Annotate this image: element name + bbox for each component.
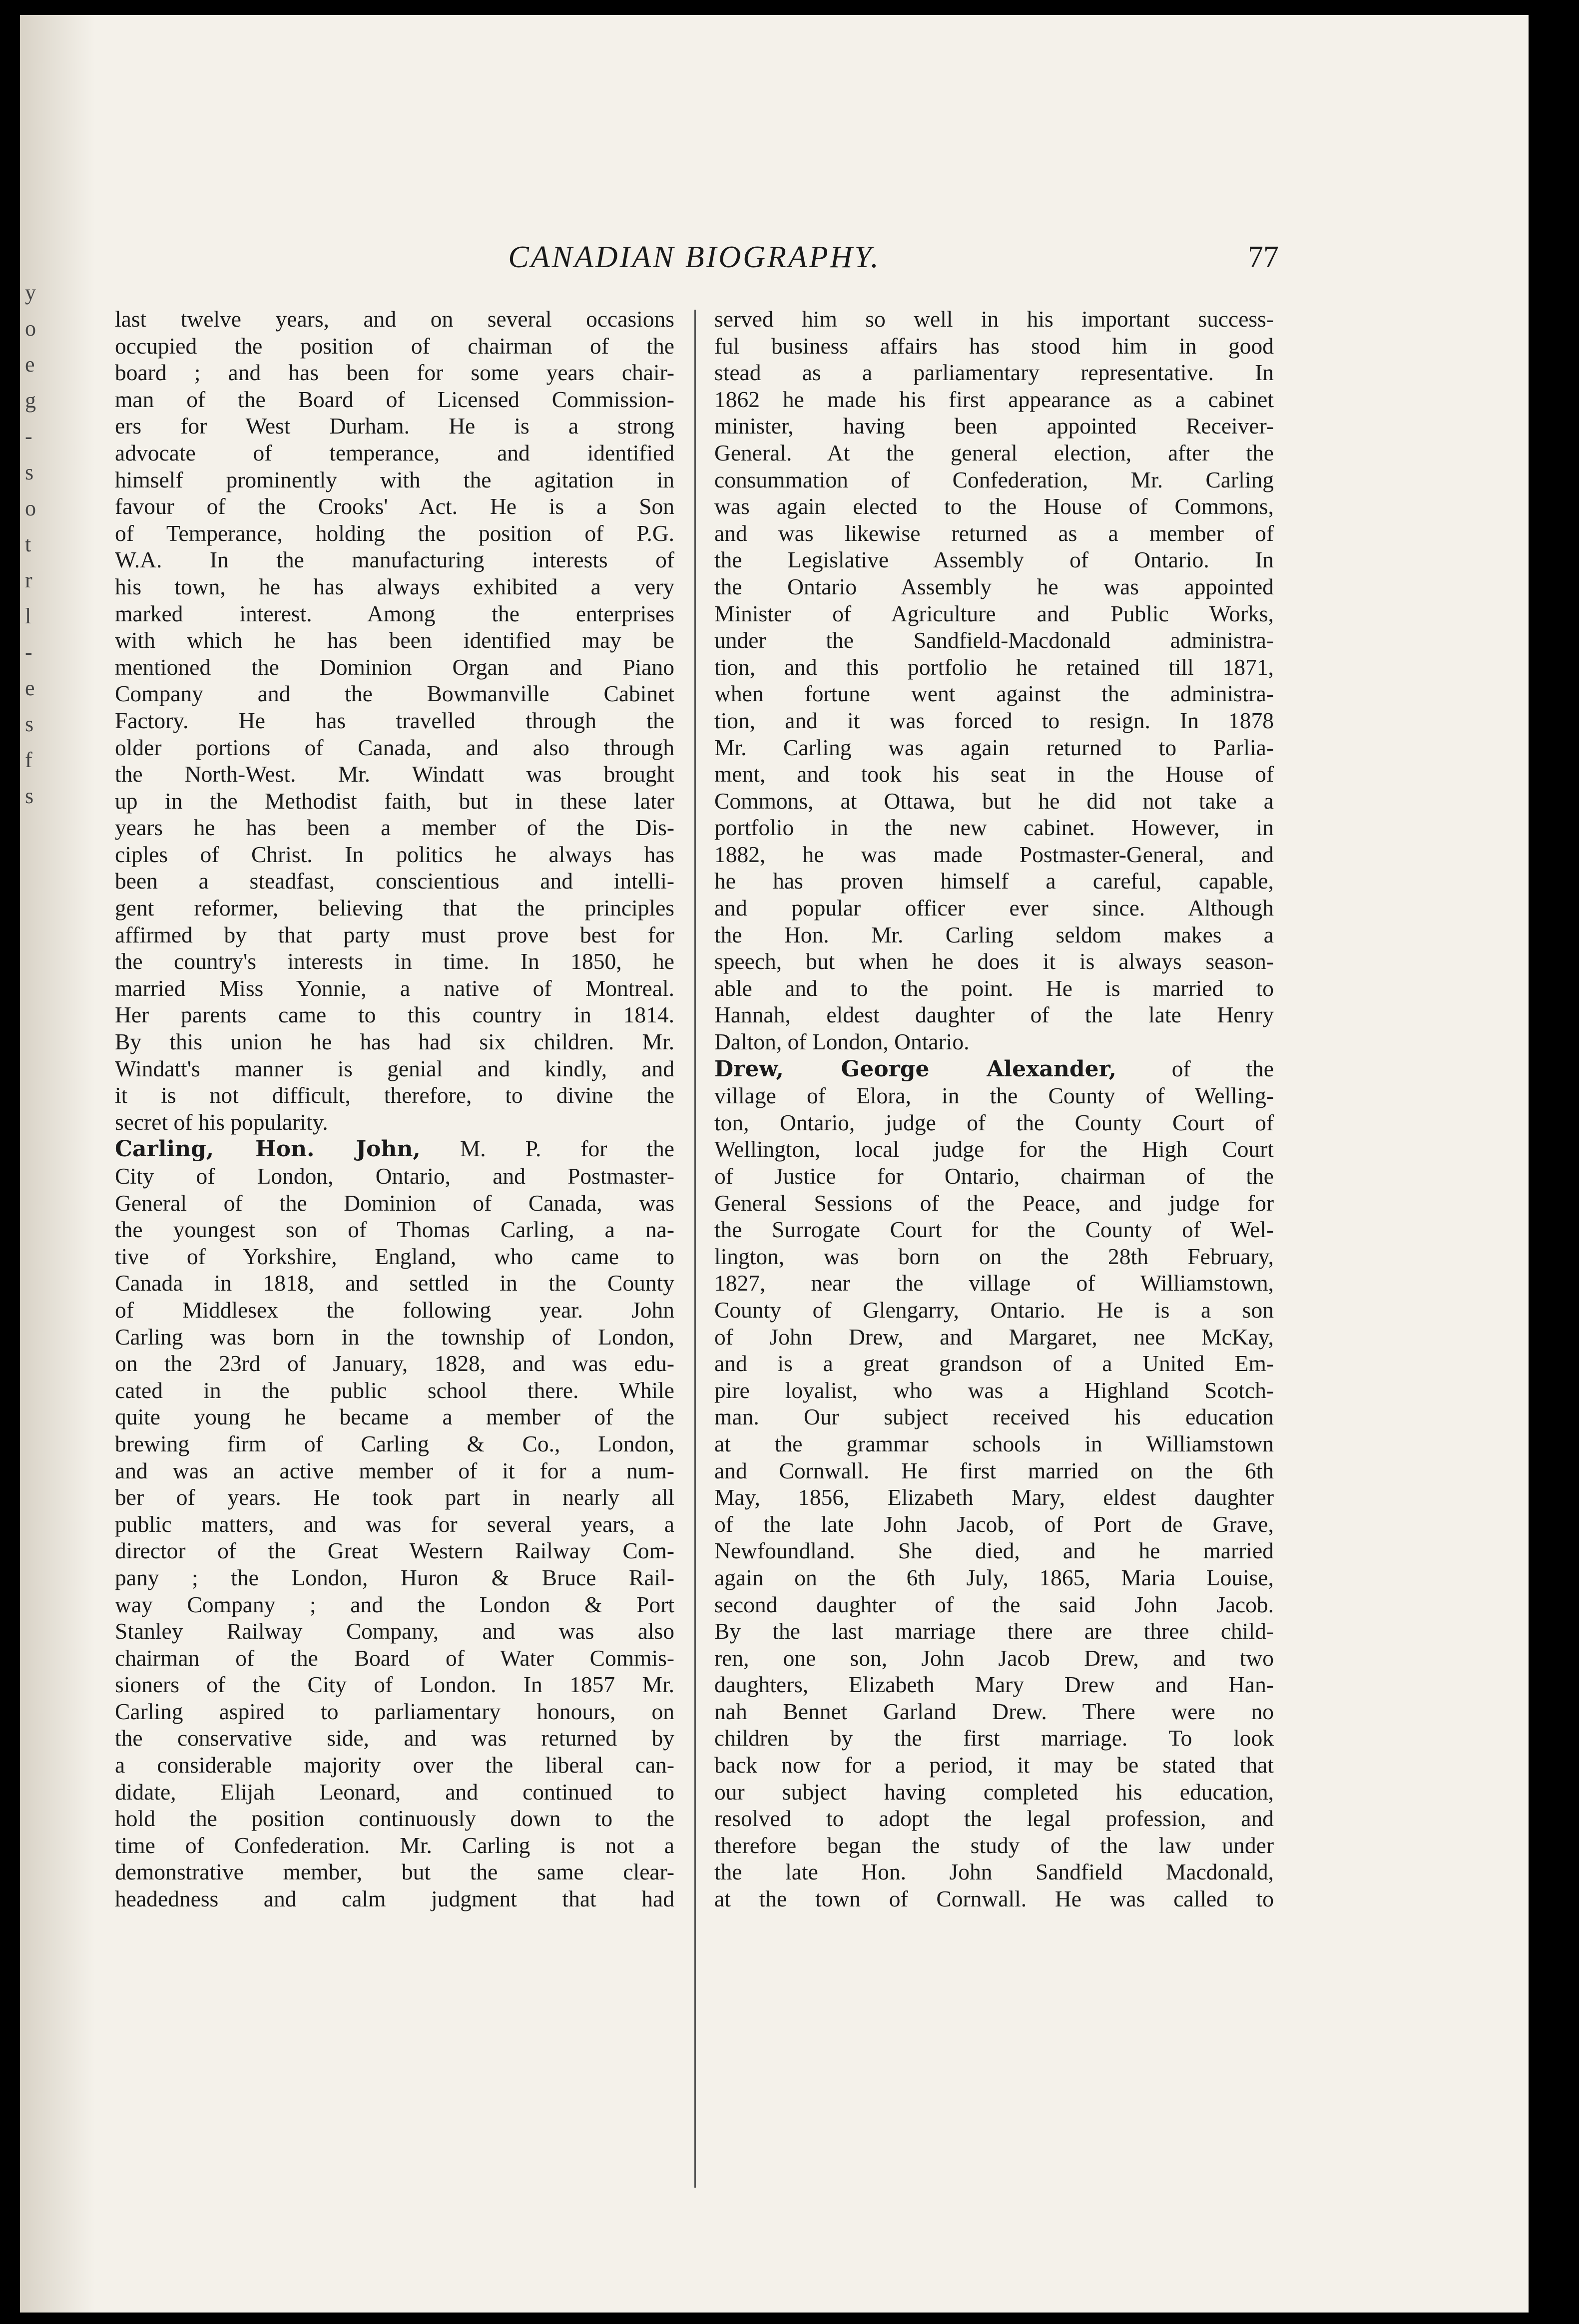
text-line — [115, 493, 674, 520]
line-text: the country's interests in time. In 1850, he — [115, 948, 674, 974]
text-line — [115, 1082, 674, 1109]
line-text: of Middlesex the following year. John — [115, 1297, 674, 1323]
line-text: Dalton, of London, Ontario. — [714, 1029, 970, 1055]
line-text: of the — [1116, 1055, 1274, 1081]
line-text: General Sessions of the Peace, and judge for — [714, 1190, 1274, 1216]
bleed-glyph: y — [25, 280, 36, 305]
line-text: the Hon. Mr. Carling seldom makes a — [714, 922, 1274, 947]
line-text: the Legislative Assembly of Ontario. In — [714, 547, 1274, 573]
line-text: able and to the point. He is married to — [714, 975, 1274, 1001]
line-text: he has proven himself a careful, capable, — [714, 868, 1274, 894]
line-text: quite young he became a member of the — [115, 1404, 674, 1430]
line-text: it is not difficult, therefore, to divine the — [115, 1082, 674, 1108]
line-text: at the grammar schools in Williamstown — [714, 1430, 1274, 1456]
line-text: when fortune went against the administra- — [714, 681, 1274, 707]
line-text: minister, having been appointed Receiver- — [714, 413, 1274, 439]
line-text: way Company ; and the London & Port — [115, 1591, 674, 1617]
text-line — [714, 1779, 1274, 1806]
line-text: brewing firm of Carling & Co., London, — [115, 1430, 674, 1456]
bleed-glyph: e — [25, 676, 35, 700]
text-line — [714, 975, 1274, 1002]
text-line — [714, 1324, 1274, 1351]
text-line — [115, 788, 674, 815]
text-line — [115, 1832, 674, 1859]
text-line — [714, 1297, 1274, 1324]
line-text: cated in the public school there. While — [115, 1377, 674, 1403]
text-line — [115, 1859, 674, 1885]
page-number: 77 — [1248, 240, 1279, 274]
text-line — [714, 1698, 1274, 1725]
line-text: By the last marriage there are three child- — [714, 1618, 1274, 1644]
line-text: the Surrogate Court for the County of Wel- — [714, 1217, 1274, 1243]
line-text: was again elected to the House of Commons, — [714, 493, 1274, 519]
text-line — [714, 868, 1274, 895]
text-line — [714, 707, 1274, 734]
line-text: of the late John Jacob, of Port de Grave, — [714, 1511, 1274, 1537]
line-text: the youngest son of Thomas Carling, a na- — [115, 1217, 674, 1243]
text-line — [714, 600, 1274, 627]
line-text: General. At the general election, after the — [714, 440, 1274, 465]
left-column — [115, 306, 674, 1912]
text-line — [714, 1564, 1274, 1591]
line-text: Factory. He has travelled through the — [115, 707, 674, 733]
line-text: Wellington, local judge for the High Court — [714, 1136, 1274, 1162]
text-line — [115, 1377, 674, 1404]
line-text: 1862 he made his first appearance as a cabinet — [714, 386, 1274, 412]
line-text: By this union he has had six children. Mr. — [115, 1029, 674, 1055]
line-text: man of the Board of Licensed Commission- — [115, 386, 674, 412]
text-line — [714, 734, 1274, 761]
line-text: with which he has been identified may be — [115, 627, 674, 653]
text-line — [115, 868, 674, 895]
text-line — [115, 466, 674, 493]
bleed-glyph: r — [25, 568, 32, 592]
text-line — [714, 546, 1274, 573]
text-line — [714, 948, 1274, 975]
text-line — [714, 895, 1274, 922]
bleed-glyph: f — [25, 748, 32, 772]
line-text: Newfoundland. She died, and he married — [714, 1538, 1274, 1564]
text-line — [115, 707, 674, 734]
text-line — [115, 1752, 674, 1779]
text-line — [115, 1618, 674, 1645]
text-line — [115, 1216, 674, 1243]
line-text: public matters, and was for several years, a — [115, 1511, 674, 1537]
text-line — [115, 1403, 674, 1430]
line-text: of John Drew, and Margaret, nee McKay, — [714, 1324, 1274, 1350]
text-line — [115, 1135, 674, 1163]
text-line — [115, 1671, 674, 1698]
text-line — [714, 1832, 1274, 1859]
line-text: the Ontario Assembly he was appointed — [714, 573, 1274, 599]
line-text: mentioned the Dominion Organ and Piano — [115, 654, 674, 680]
bleed-glyph: t — [25, 532, 31, 556]
line-text: hold the position continuously down to the — [115, 1806, 674, 1832]
line-text: occupied the position of chairman of the — [115, 333, 674, 359]
line-text: tive of Yorkshire, England, who came to — [115, 1243, 674, 1269]
text-line — [714, 1377, 1274, 1404]
text-line — [714, 1591, 1274, 1618]
text-line — [714, 306, 1274, 333]
text-line — [714, 1484, 1274, 1511]
text-line — [115, 1270, 674, 1297]
text-line — [714, 1645, 1274, 1672]
bleed-glyph: - — [25, 424, 32, 449]
text-line — [714, 1190, 1274, 1217]
text-line — [714, 761, 1274, 788]
text-line — [115, 761, 674, 788]
line-text: again on the 6th July, 1865, Maria Louise, — [714, 1564, 1274, 1590]
bleed-glyph: s — [25, 784, 34, 808]
text-line — [714, 1136, 1274, 1163]
line-text: Windatt's manner is genial and kindly, and — [115, 1055, 674, 1081]
line-text: County of Glengarry, Ontario. He is a son — [714, 1297, 1274, 1323]
text-line — [714, 654, 1274, 681]
line-text: advocate of temperance, and identified — [115, 440, 674, 465]
bleed-glyph: g — [25, 388, 36, 413]
text-line — [115, 1645, 674, 1672]
text-line — [115, 1430, 674, 1457]
text-line — [115, 1457, 674, 1484]
line-text: portfolio in the new cabinet. However, in — [714, 815, 1274, 841]
text-line — [714, 493, 1274, 520]
text-line — [115, 600, 674, 627]
text-line — [115, 1243, 674, 1270]
text-line — [714, 386, 1274, 413]
line-text: ciples of Christ. In politics he always has — [115, 841, 674, 867]
line-text: Mr. Carling was again returned to Parlia- — [714, 734, 1274, 760]
text-line — [115, 1324, 674, 1351]
text-line — [714, 1243, 1274, 1270]
text-line — [115, 1190, 674, 1217]
line-text: up in the Methodist faith, but in these later — [115, 788, 674, 814]
line-text: Hannah, eldest daughter of the late Henry — [714, 1002, 1274, 1028]
line-text: ful business affairs has stood him in good — [714, 333, 1274, 359]
line-text: last twelve years, and on several occasions — [115, 306, 674, 332]
text-line — [714, 466, 1274, 493]
text-line — [714, 440, 1274, 466]
line-text: lington, was born on the 28th February, — [714, 1243, 1274, 1269]
line-text: tion, and this portfolio he retained till 1871, — [714, 654, 1274, 680]
line-text: gent reformer, believing that the principles — [115, 895, 674, 921]
text-line — [714, 573, 1274, 600]
text-line — [714, 1457, 1274, 1484]
text-line — [714, 1752, 1274, 1779]
text-line — [714, 333, 1274, 360]
text-line — [115, 1511, 674, 1538]
line-text: Minister of Agriculture and Public Works, — [714, 600, 1274, 626]
bleed-glyph: s — [25, 460, 34, 484]
text-line — [714, 1725, 1274, 1752]
text-line — [115, 359, 674, 386]
text-line — [714, 1537, 1274, 1564]
line-text: second daughter of the said John Jacob. — [714, 1591, 1274, 1617]
line-text: and was likewise returned as a member of — [714, 520, 1274, 546]
text-line — [714, 788, 1274, 815]
line-text: Her parents came to this country in 1814. — [115, 1002, 674, 1028]
line-text: Commons, at Ottawa, but he did not take a — [714, 788, 1274, 814]
column-divider — [694, 310, 696, 2188]
text-line — [714, 1618, 1274, 1645]
text-line — [115, 1725, 674, 1752]
line-text: affirmed by that party must prove best for — [115, 922, 674, 947]
text-line — [714, 841, 1274, 868]
entry-name: Drew, George Alexander, — [714, 1056, 1116, 1082]
line-text: served him so well in his important success- — [714, 306, 1274, 332]
text-line — [115, 734, 674, 761]
text-line — [115, 1591, 674, 1618]
text-line — [115, 895, 674, 922]
scanned-page — [20, 15, 1529, 2313]
line-text: village of Elora, in the County of Welling- — [714, 1083, 1274, 1109]
line-text: and popular officer ever since. Although — [714, 895, 1274, 921]
text-line — [115, 1163, 674, 1190]
text-line — [714, 1216, 1274, 1243]
text-line — [115, 1885, 674, 1912]
text-line — [115, 1028, 674, 1055]
text-line — [714, 1163, 1274, 1190]
text-line — [115, 1109, 674, 1136]
text-line — [115, 1297, 674, 1324]
line-text: demonstrative member, but the same clear- — [115, 1859, 674, 1885]
line-text: tion, and it was forced to resign. In 1878 — [714, 707, 1274, 733]
text-line — [115, 546, 674, 573]
line-text: ber of years. He took part in nearly all — [115, 1484, 674, 1510]
line-text: ton, Ontario, judge of the County Court of — [714, 1109, 1274, 1135]
text-line — [714, 1805, 1274, 1832]
text-line — [714, 627, 1274, 654]
line-text: headedness and calm judgment that had — [115, 1886, 674, 1912]
line-text: secret of his popularity. — [115, 1109, 328, 1135]
text-line — [115, 573, 674, 600]
line-text: W.A. In the manufacturing interests of — [115, 547, 674, 573]
text-line — [115, 520, 674, 547]
page-header — [115, 240, 1279, 285]
text-line — [115, 922, 674, 948]
line-text: Carling was born in the township of London, — [115, 1324, 674, 1350]
text-line — [115, 386, 674, 413]
line-text: board ; and has been for some years chair- — [115, 360, 674, 386]
line-text: at the town of Cornwall. He was called to — [714, 1886, 1274, 1912]
right-column — [714, 306, 1274, 1912]
line-text: the North-West. Mr. Windatt was brought — [115, 761, 674, 787]
bleed-glyph: o — [25, 496, 36, 520]
text-line — [115, 627, 674, 654]
line-text: favour of the Crooks' Act. He is a Son — [115, 493, 674, 519]
text-line — [115, 1484, 674, 1511]
line-text: sioners of the City of London. In 1857 Mr. — [115, 1672, 674, 1698]
bleed-through-margin — [25, 275, 45, 814]
line-text: been a steadfast, conscientious and intelli- — [115, 868, 674, 894]
line-text: ren, one son, John Jacob Drew, and two — [714, 1645, 1274, 1671]
text-line — [714, 1001, 1274, 1028]
bleed-glyph: l — [25, 604, 31, 628]
text-line — [714, 1885, 1274, 1912]
text-line — [714, 1350, 1274, 1377]
line-text: older portions of Canada, and also through — [115, 734, 674, 760]
text-line — [115, 948, 674, 975]
line-text: the conservative side, and was returned by — [115, 1725, 674, 1751]
line-text: 1882, he was made Postmaster-General, and — [714, 841, 1274, 867]
line-text: years he has been a member of the Dis- — [115, 815, 674, 841]
text-line — [714, 1403, 1274, 1430]
line-text: Stanley Railway Company, and was also — [115, 1618, 674, 1644]
text-line — [115, 1537, 674, 1564]
line-text: under the Sandfield-Macdonald administra- — [714, 627, 1274, 653]
running-title: CANADIAN BIOGRAPHY. — [508, 240, 881, 274]
bleed-glyph: e — [25, 352, 35, 377]
bleed-glyph: o — [25, 316, 36, 341]
bleed-glyph: s — [25, 712, 34, 736]
line-text: ers for West Durham. He is a strong — [115, 413, 674, 439]
line-text: pany ; the London, Huron & Bruce Rail- — [115, 1564, 674, 1590]
text-line — [714, 1671, 1274, 1698]
line-text: Company and the Bowmanville Cabinet — [115, 681, 674, 707]
line-text: man. Our subject received his education — [714, 1404, 1274, 1430]
line-text: the late Hon. John Sandfield Macdonald, — [714, 1859, 1274, 1885]
text-line — [714, 1028, 1274, 1055]
line-text: back now for a period, it may be stated that — [714, 1752, 1274, 1778]
line-text: 1827, near the village of Williamstown, — [714, 1270, 1274, 1296]
line-text: on the 23rd of January, 1828, and was edu- — [115, 1351, 674, 1377]
line-text: and is a great grandson of a United Em- — [714, 1351, 1274, 1377]
bleed-glyph: - — [25, 640, 32, 664]
text-line — [714, 359, 1274, 386]
text-line — [115, 440, 674, 466]
line-text: City of London, Ontario, and Postmaster- — [115, 1163, 674, 1189]
line-text: and was an active member of it for a num- — [115, 1457, 674, 1483]
text-line — [714, 520, 1274, 547]
line-text: himself prominently with the agitation in — [115, 466, 674, 492]
text-line — [714, 1082, 1274, 1109]
text-line — [115, 1001, 674, 1028]
line-text: of Justice for Ontario, chairman of the — [714, 1163, 1274, 1189]
text-line — [115, 333, 674, 360]
text-line — [115, 975, 674, 1002]
line-text: speech, but when he does it is always season- — [714, 948, 1274, 974]
line-text: marked interest. Among the enterprises — [115, 600, 674, 626]
line-text: ment, and took his seat in the House of — [714, 761, 1274, 787]
line-text: consummation of Confederation, Mr. Carling — [714, 466, 1274, 492]
line-text: and Cornwall. He first married on the 6th — [714, 1457, 1274, 1483]
entry-name: Carling, Hon. John, — [115, 1136, 421, 1162]
line-text: children by the first marriage. To look — [714, 1725, 1274, 1751]
line-text: our subject having completed his education, — [714, 1779, 1274, 1805]
text-line — [115, 306, 674, 333]
text-line — [714, 814, 1274, 841]
line-text: time of Confederation. Mr. Carling is not a — [115, 1832, 674, 1858]
text-line — [714, 1430, 1274, 1457]
line-text: Carling aspired to parliamentary honours, on — [115, 1698, 674, 1724]
line-text: stead as a parliamentary representative. In — [714, 360, 1274, 386]
text-line — [115, 1805, 674, 1832]
line-text: chairman of the Board of Water Commis- — [115, 1645, 674, 1671]
line-text: nah Bennet Garland Drew. There were no — [714, 1698, 1274, 1724]
text-line — [115, 413, 674, 440]
text-line — [714, 1270, 1274, 1297]
text-line — [115, 1055, 674, 1082]
text-line — [714, 413, 1274, 440]
text-line — [115, 680, 674, 707]
line-text: M. P. for the — [420, 1136, 674, 1162]
line-text: resolved to adopt the legal profession, and — [714, 1806, 1274, 1832]
text-line — [115, 814, 674, 841]
text-line — [115, 654, 674, 681]
text-line — [714, 680, 1274, 707]
text-line — [714, 922, 1274, 948]
text-line — [115, 841, 674, 868]
line-text: therefore began the study of the law under — [714, 1832, 1274, 1858]
text-line — [714, 1109, 1274, 1136]
text-line — [115, 1350, 674, 1377]
line-text: General of the Dominion of Canada, was — [115, 1190, 674, 1216]
text-line — [115, 1564, 674, 1591]
line-text: of Temperance, holding the position of P.G. — [115, 520, 674, 546]
line-text: daughters, Elizabeth Mary Drew and Han- — [714, 1672, 1274, 1698]
line-text: married Miss Yonnie, a native of Montreal. — [115, 975, 674, 1001]
text-line — [115, 1779, 674, 1806]
line-text: Canada in 1818, and settled in the County — [115, 1270, 674, 1296]
line-text: a considerable majority over the liberal can- — [115, 1752, 674, 1778]
line-text: pire loyalist, who was a Highland Scotch- — [714, 1377, 1274, 1403]
text-line — [714, 1511, 1274, 1538]
line-text: director of the Great Western Railway Com- — [115, 1538, 674, 1564]
text-line — [115, 1698, 674, 1725]
text-line — [714, 1055, 1274, 1083]
line-text: his town, he has always exhibited a very — [115, 573, 674, 599]
line-text: May, 1856, Elizabeth Mary, eldest daughter — [714, 1484, 1274, 1510]
line-text: didate, Elijah Leonard, and continued to — [115, 1779, 674, 1805]
text-line — [714, 1859, 1274, 1885]
